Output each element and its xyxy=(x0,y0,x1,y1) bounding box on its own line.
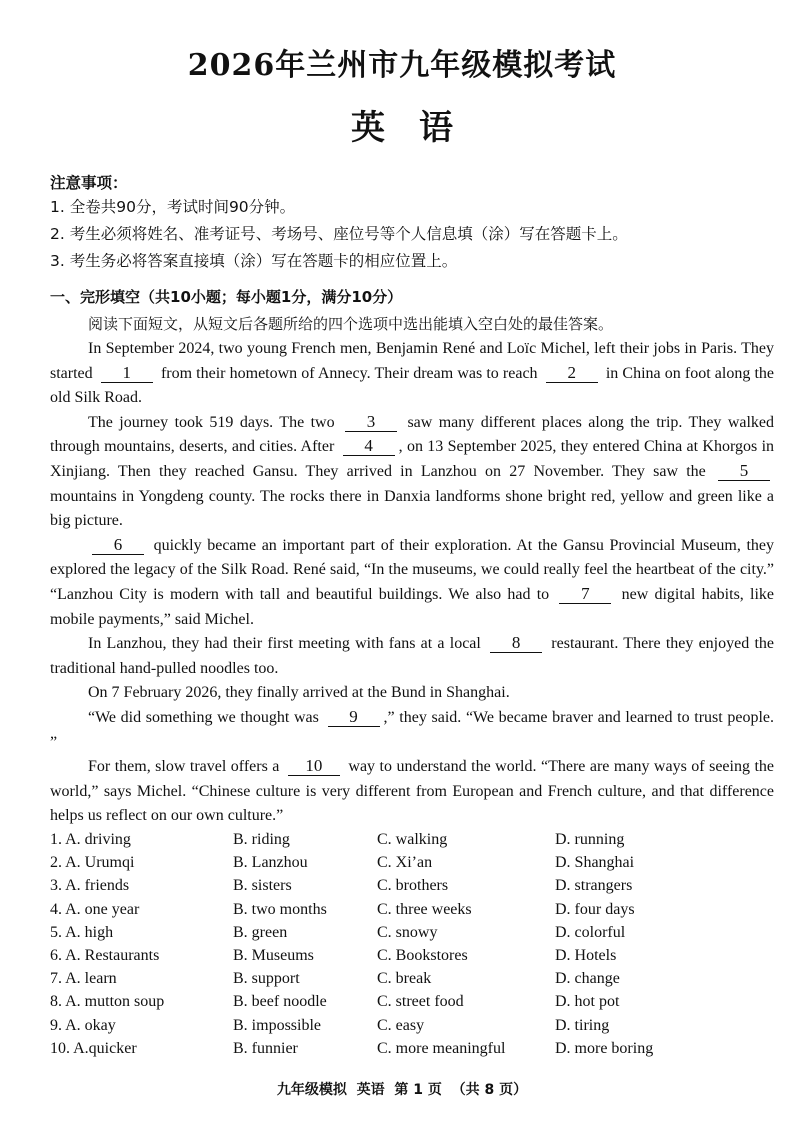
blank-10: 10 xyxy=(288,757,340,776)
option-a: 4. A. one year xyxy=(50,900,140,918)
option-d: D. colorful xyxy=(555,923,626,941)
option-c: C. break xyxy=(377,970,432,988)
option-b: B. sisters xyxy=(233,877,292,895)
option-d: D. strangers xyxy=(555,877,633,895)
option-a: 10. A.quicker xyxy=(50,1039,137,1057)
section-instruction: 阅读下面短文，从短文后各题所给的四个选项中选出能填入空白处的最佳答案。 xyxy=(88,315,614,333)
option-c: C. street food xyxy=(377,993,464,1011)
option-a: 8. A. mutton soup xyxy=(50,993,165,1011)
option-c: C. walking xyxy=(377,831,448,848)
option-b: B. two months xyxy=(233,900,327,918)
option-a: 2. A. Urumqi xyxy=(50,854,135,872)
blank-5: 5 xyxy=(718,462,770,481)
option-a: 5. A. high xyxy=(50,923,114,941)
passage-text: In Lanzhou, they had their first meeting with fans at a local xyxy=(88,635,481,653)
option-d: D. running xyxy=(555,831,625,848)
option-b: B. green xyxy=(233,923,288,941)
option-d: D. more boring xyxy=(555,1039,654,1057)
option-b: B. beef noodle xyxy=(233,993,327,1011)
passage-text: from their hometown of Annecy. Their dream was to reach xyxy=(160,364,538,382)
passage-text: , on 13 September 2025, they entered China at Khorgos in Xinjiang. Then they reached Gansu. They arrived in Lanzhou on 27 November. They saw the xyxy=(50,438,775,480)
option-a: 9. A. okay xyxy=(50,1016,116,1034)
answer-options xyxy=(50,828,770,1060)
option-b: B. impossible xyxy=(233,1016,322,1034)
option-c: C. snowy xyxy=(377,923,438,941)
option-row xyxy=(50,874,770,897)
option-c: C. three weeks xyxy=(377,900,472,918)
option-row xyxy=(50,851,770,874)
passage-text: For them, slow travel offers a xyxy=(88,758,280,776)
option-a: 3. A. friends xyxy=(50,877,130,895)
passage-text: In September 2024, two young French men, Benjamin René and Loïc Michel, left their jobs in Paris. They started xyxy=(50,340,774,382)
option-row xyxy=(50,1037,770,1060)
option-b: B. riding xyxy=(233,831,290,848)
option-row xyxy=(50,990,770,1013)
exam-title: 2026年兰州市九年级模拟考试 xyxy=(187,48,617,83)
section-title: 一、完形填空（共10小题；每小题1分，满分10分） xyxy=(50,288,403,306)
blank-2: 2 xyxy=(546,364,598,383)
passage-text: ,” they said. “We became braver and learned to trust people. ” xyxy=(50,708,775,751)
passage-text: mountains in Yongdeng county. The rocks there in Danxia landforms shone bright red, yellow and green like a big picture. xyxy=(50,487,774,530)
option-c: C. more meaningful xyxy=(377,1039,506,1057)
option-d: D. four days xyxy=(555,900,635,918)
option-d: D. Shanghai xyxy=(555,854,635,872)
option-d: D. Hotels xyxy=(555,946,617,964)
option-c: C. Xi’an xyxy=(377,854,433,872)
option-row xyxy=(50,921,770,944)
option-c: C. brothers xyxy=(377,877,449,895)
passage-paragraph xyxy=(50,337,774,411)
blank-6: 6 xyxy=(92,536,144,555)
passage-paragraph xyxy=(50,706,774,755)
blank-4: 4 xyxy=(343,437,395,456)
blank-3: 3 xyxy=(345,413,397,432)
passage-paragraph xyxy=(50,755,774,829)
passage-paragraph xyxy=(50,534,774,632)
option-d: D. change xyxy=(555,970,620,988)
blank-1: 1 xyxy=(101,364,153,383)
passage-text: way to understand the world. “There are many ways of seeing the world,” says Michel. “Chinese culture is very different from European and French culture, and that difference helps us reflect on our own culture.” xyxy=(50,758,775,825)
passage-text: “We did something we thought was xyxy=(88,708,319,726)
passage-paragraph: On 7 February 2026, they finally arrived at the Bund in Shanghai. xyxy=(88,684,510,702)
exam-notes xyxy=(50,172,770,275)
blank-8: 8 xyxy=(490,634,542,653)
option-b: B. Museums xyxy=(233,946,314,964)
passage-text: in China on foot along the old Silk Road. xyxy=(50,364,775,407)
option-b: B. Lanzhou xyxy=(233,854,308,872)
option-c: C. easy xyxy=(377,1016,425,1034)
page-footer: 九年级模拟 英语 第 1 页 （共 8 页） xyxy=(276,1082,528,1098)
passage-text: restaurant. There they enjoyed the traditional hand-pulled noodles too. xyxy=(50,635,774,677)
option-row xyxy=(50,967,770,990)
blank-7: 7 xyxy=(559,585,611,604)
notes-item: 3. 考生务必将答案直接填（涂）写在答题卡的相应位置上。 xyxy=(50,252,458,270)
option-row xyxy=(50,1014,770,1037)
notes-item: 1. 全卷共90分，考试时间90分钟。 xyxy=(50,198,296,216)
option-d: D. tiring xyxy=(555,1016,610,1034)
notes-heading: 注意事项： xyxy=(50,174,128,192)
option-c: C. Bookstores xyxy=(377,946,468,964)
option-row xyxy=(50,944,770,967)
option-row xyxy=(50,828,770,851)
passage-paragraph xyxy=(50,632,774,681)
passage-text: saw many different places along the trip. They walked through mountains, deserts, and cities. After xyxy=(50,413,775,456)
notes-item: 2. 考生必须将姓名、准考证号、考场号、座位号等个人信息填（涂）写在答题卡上。 xyxy=(50,225,628,243)
option-b: B. funnier xyxy=(233,1039,298,1057)
cloze-passage xyxy=(50,337,774,829)
option-b: B. support xyxy=(233,970,300,988)
passage-text: new digital habits, like mobile payments,” said Michel. xyxy=(50,585,775,628)
subject-title: 英语 xyxy=(351,108,487,148)
option-a: 7. A. learn xyxy=(50,970,117,988)
option-row xyxy=(50,898,770,921)
blank-9: 9 xyxy=(328,708,380,727)
option-d: D. hot pot xyxy=(555,993,620,1011)
option-a: 1. A. driving xyxy=(50,831,131,848)
passage-text: quickly became an important part of their exploration. At the Gansu Provincial Museum, they explored the legacy of the Silk Road. René said, “In the museums, we could really feel the heartbeat of the city.” “Lanzhou City is modern with tall and beautiful buildings. We also had to xyxy=(50,536,775,603)
option-a: 6. A. Restaurants xyxy=(50,946,160,964)
passage-paragraph xyxy=(50,411,774,534)
passage-text: The journey took 519 days. The two xyxy=(88,413,335,431)
